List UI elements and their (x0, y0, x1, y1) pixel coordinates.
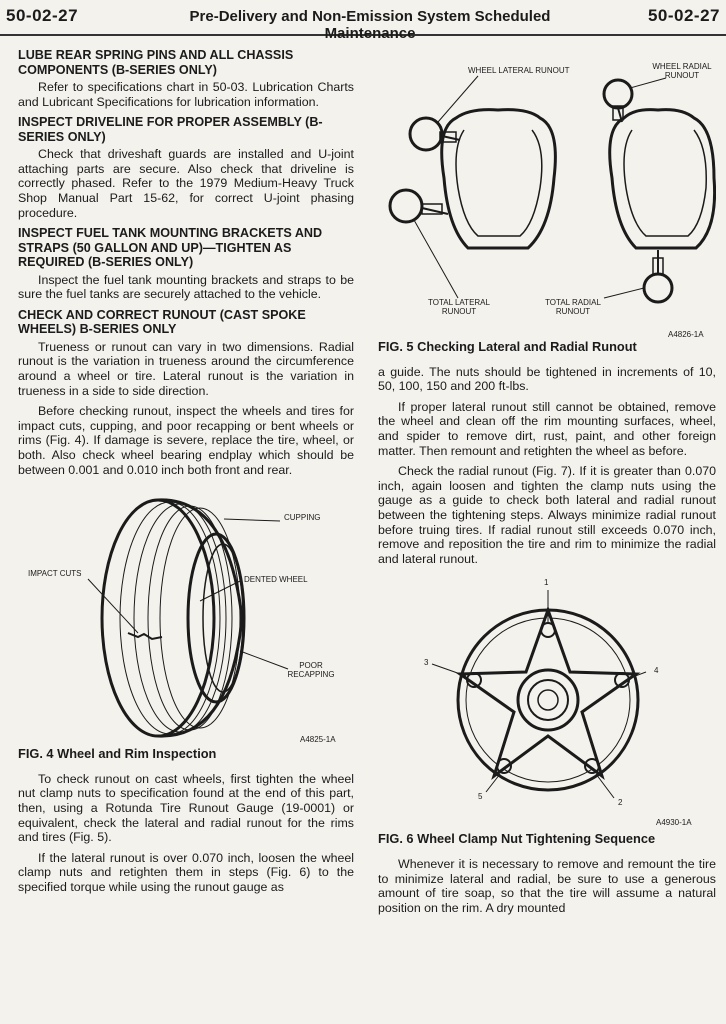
figure-5-caption: FIG. 5 Checking Lateral and Radial Runout (378, 339, 637, 354)
wheel-clamp-illustration (378, 572, 716, 830)
page-title: Pre-Delivery and Non-Emission System Scheduled Maintenance (189, 8, 551, 42)
sequence-label-1: 1 (544, 578, 549, 588)
paragraph: To check runout on cast wheels, first tighten the wheel nut clamp nuts to specification found at the end of this part, then, using a Rotunda Tire Runout Gauge (19-0001) or equivalent, check the lateral and radial runout for the rims and tires (Fig. 5). (18, 771, 354, 845)
figure-5-runout (378, 48, 716, 338)
paragraph: Whenever it is necessary to remove and remount the tire to minimize lateral and radial, be sure to use a generous amount of tire soap, so that the tire will assume a natural position on the rim. A dry mounted (378, 856, 716, 915)
right-column (378, 48, 716, 921)
paragraph: Check that driveshaft guards are installed and U-joint attaching parts are secure. Also check that driveline is correctly phased. Refer to the 1979 Medium-Heavy Truck Shop Manual Part 15-62, for correct U-joint phasing procedure. (18, 147, 354, 220)
tire-illustration (18, 483, 354, 745)
paragraph: If proper lateral runout still cannot be obtained, remove the wheel and clean off the rim mounting surfaces, wheel, and spider to remove dirt, rust, paint, and other foreign matter. Then remount and retighten the wheel as before. (378, 399, 716, 458)
paragraph: Refer to specifications chart in 50-03. Lubrication Charts and Lubricant Specifications for lubrication information. (18, 80, 354, 109)
label-cupping: CUPPING (284, 513, 321, 523)
figure-4-tire (18, 483, 354, 745)
label-impact-cuts: IMPACT CUTS (28, 569, 82, 579)
figure-6-wheel-clamp (378, 572, 716, 830)
section-heading-fuel-tank: INSPECT FUEL TANK MOUNTING BRACKETS AND STRAPS (50 GALLON AND UP)—TIGHTEN AS REQUIRED (B-SERIES ONLY) (18, 226, 323, 270)
paragraph: Before checking runout, inspect the wheels and tires for impact cuts, cupping, and poor recapping or bent wheels or rims (Fig. 4). If damage is severe, replace the tire, wheel, or both. Also check wheel bearing endplay which should be between 0.001 and 0.010 inch both front and rear. (18, 404, 354, 477)
paragraph: If the lateral runout is over 0.070 inch, loosen the wheel clamp nuts and retighten them in steps (Fig. 6) to the specified torque while using the runout gauge as (18, 850, 354, 894)
figure-id: A4930-1A (656, 818, 692, 828)
figure-id: A4826-1A (668, 330, 704, 339)
paragraph: Check the radial runout (Fig. 7). If it is greater than 0.070 inch, again loosen and tighten the clamp nuts using the gauge as a guide to check both lateral and radial runout between the tightening steps. Always minimize radial runout before truing tires. If radial runout still exceeds 0.070 inch, remove and reposition the tire and rim to minimize the radial and lateral runout. (378, 464, 716, 566)
paragraph: Inspect the fuel tank mounting brackets and straps to be sure the fuel tanks are securely attached to the vehicle. (18, 272, 354, 302)
sequence-label-3: 3 (424, 658, 429, 668)
label-wheel-radial-runout: WHEEL RADIAL RUNOUT (652, 62, 712, 80)
runout-illustration (378, 48, 716, 338)
label-total-radial-runout: TOTAL RADIAL RUNOUT (545, 298, 601, 316)
section-heading-lube: LUBE REAR SPRING PINS AND ALL CHASSIS COMPONENTS (B-SERIES ONLY) (18, 48, 294, 77)
paragraph: a guide. The nuts should be tightened in increments of 10, 50, 100, 150 and 200 ft-lbs. (378, 364, 716, 394)
sequence-label-2: 2 (618, 798, 623, 808)
figure-6-caption: FIG. 6 Wheel Clamp Nut Tightening Sequence (378, 831, 656, 847)
label-dented-wheel: DENTED WHEEL (244, 575, 308, 585)
sequence-label-4: 4 (654, 666, 659, 676)
label-wheel-lateral-runout: WHEEL LATERAL RUNOUT (468, 66, 570, 75)
label-total-lateral-runout: TOTAL LATERAL RUNOUT (428, 298, 490, 316)
label-poor-recapping: POOR RECAPPING (287, 661, 335, 680)
section-heading-runout: CHECK AND CORRECT RUNOUT (CAST SPOKE WHEELS) B-SERIES ONLY (18, 307, 306, 337)
page-header (0, 0, 726, 42)
page-number-right: 50-02-27 (647, 6, 720, 25)
figure-id: A4825-1A (300, 735, 336, 745)
section-heading-driveline: INSPECT DRIVELINE FOR PROPER ASSEMBLY (B-SERIES ONLY) (18, 115, 323, 144)
page-number-left: 50-02-27 (6, 6, 79, 25)
paragraph: Trueness or runout can vary in two dimensions. Radial runout is the variation in trueness around the circumference around a wheel or tire. Lateral runout is the variation in trueness in a side to side direction. (18, 339, 354, 398)
figure-4-caption: FIG. 4 Wheel and Rim Inspection (18, 746, 217, 762)
left-column (18, 48, 354, 901)
sequence-label-5: 5 (478, 792, 483, 802)
